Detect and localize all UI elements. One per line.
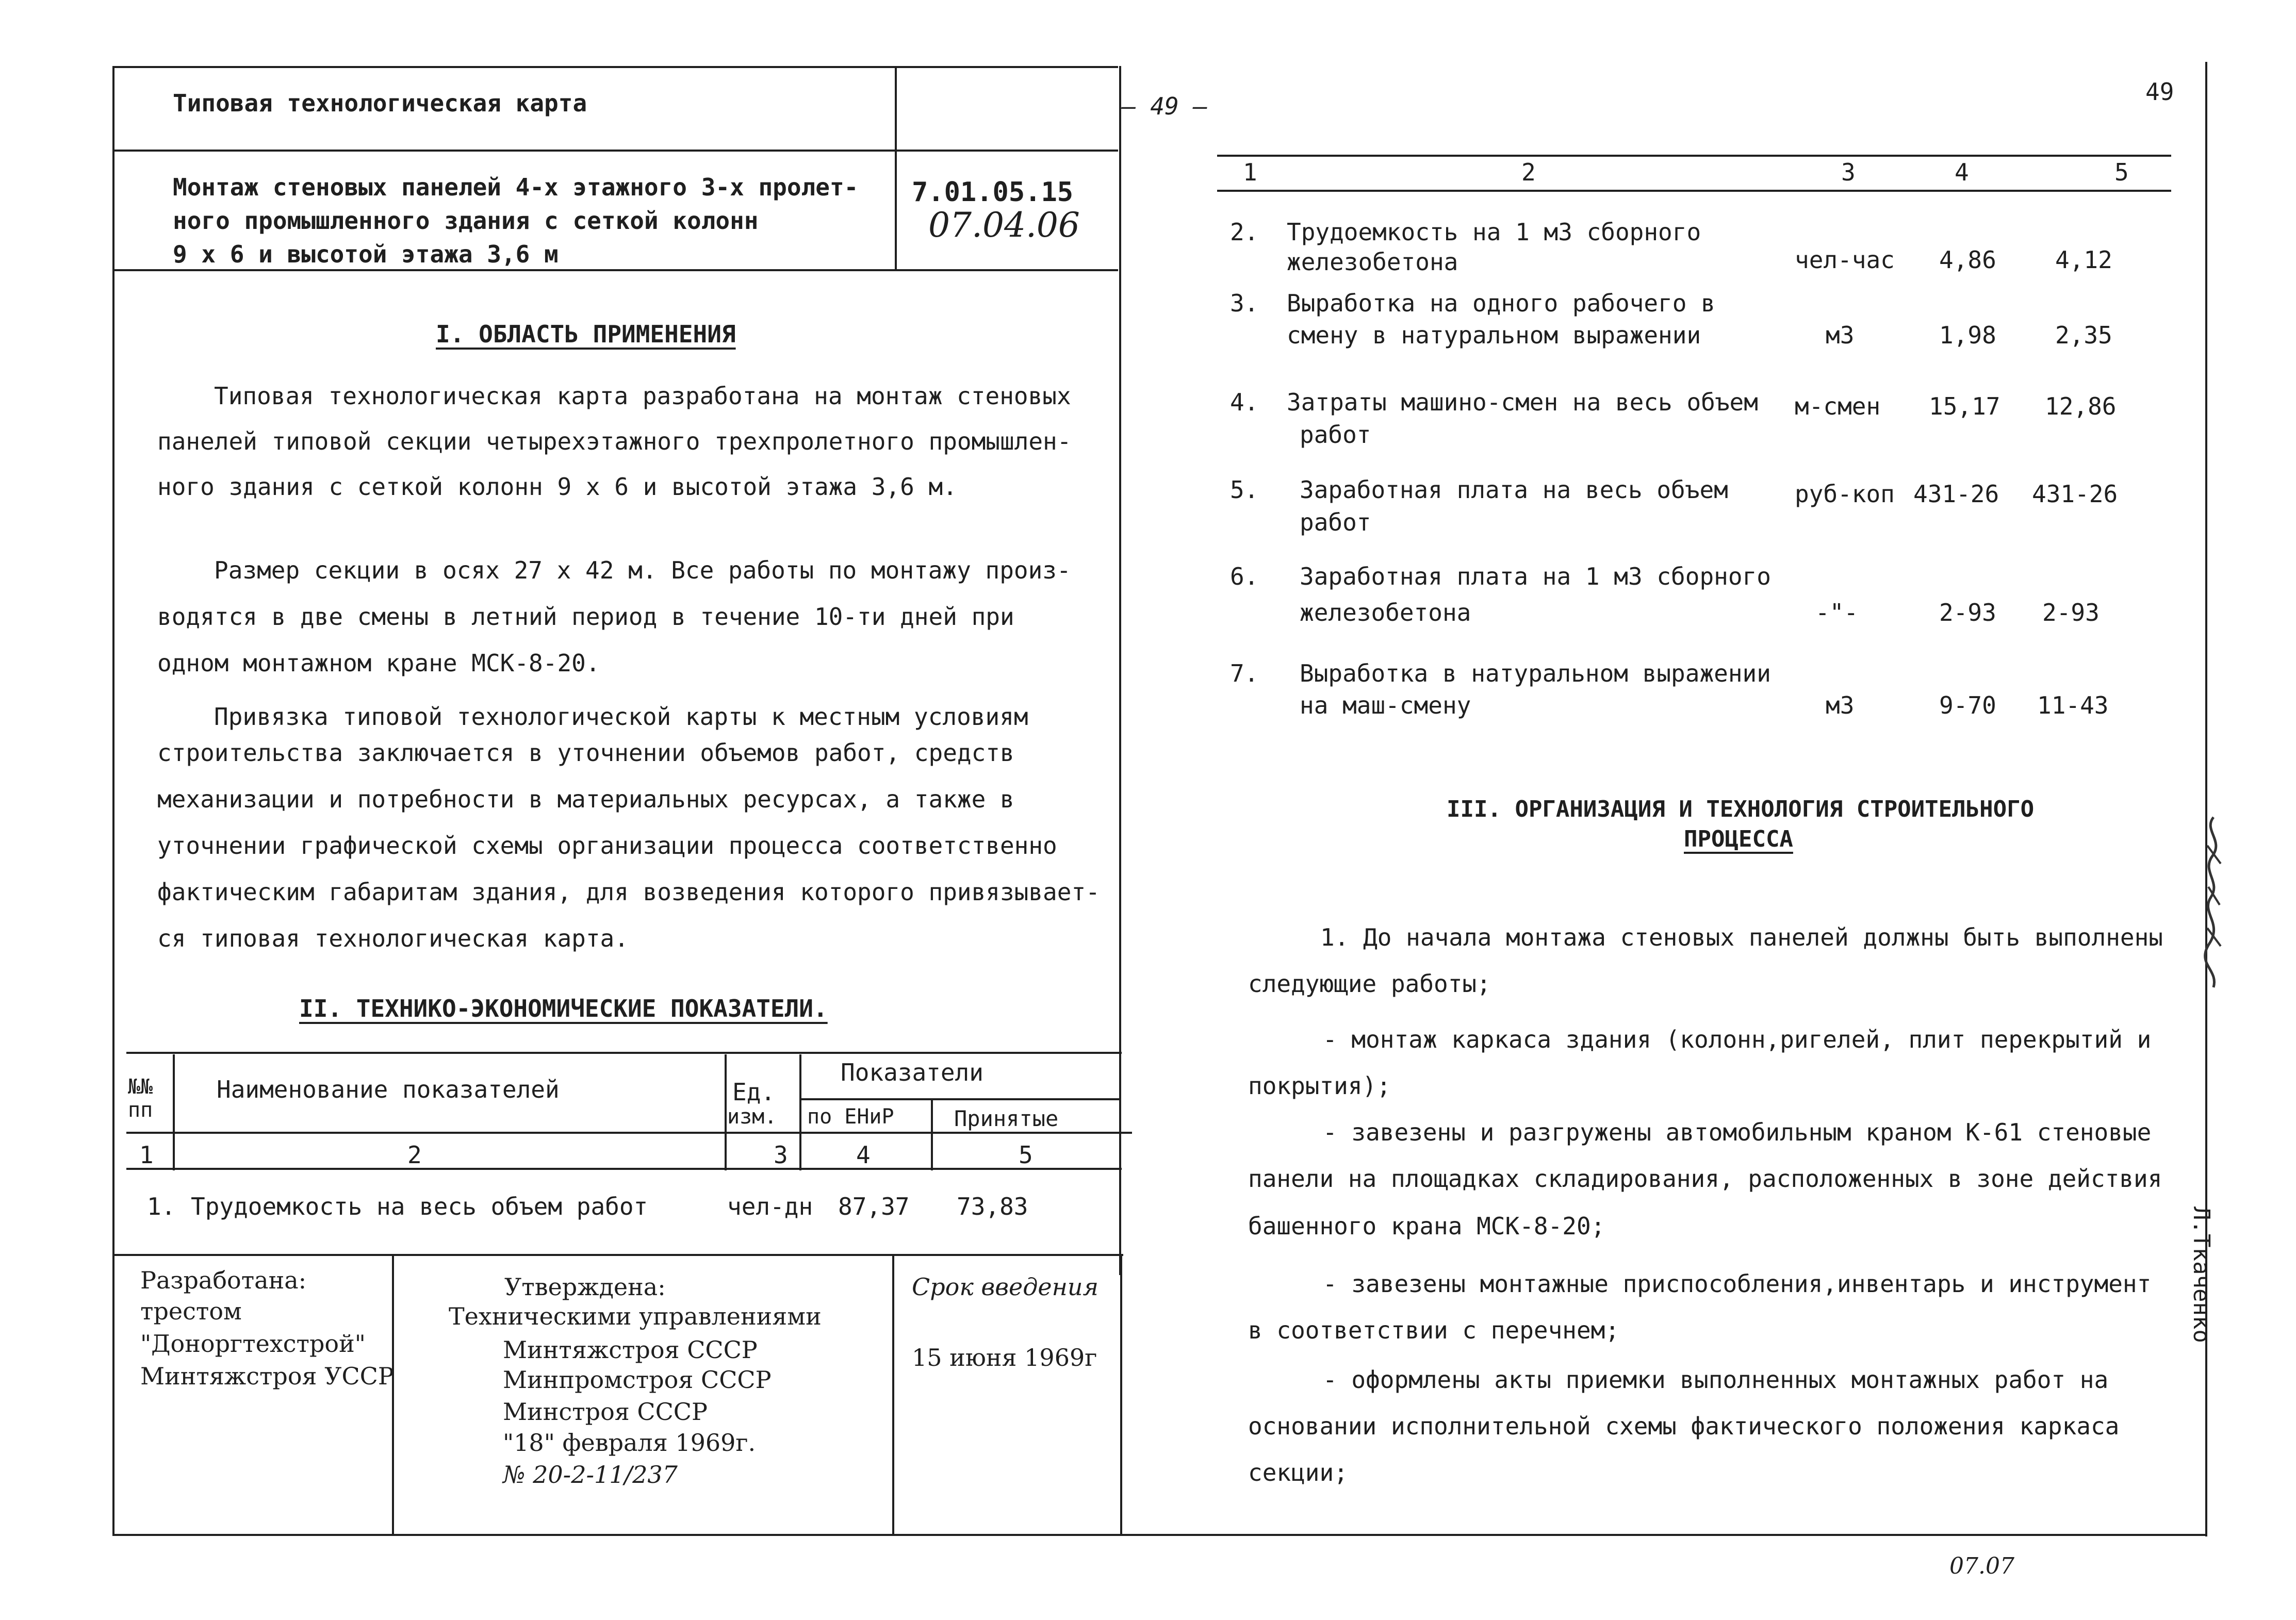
section3-line-9: в соответствии с перечнем; [1248, 1316, 1620, 1344]
frame-bottom [112, 1534, 2206, 1536]
table-header-unit-1: Ед. [732, 1078, 776, 1106]
right-row-3-num: 3. [1230, 289, 1259, 317]
table-row-1-accepted: 73,83 [957, 1193, 1028, 1220]
stamp-divider-2 [892, 1254, 894, 1535]
right-row-6-enir: 2-93 [1939, 599, 1996, 626]
section3-heading-line1: III. ОРГАНИЗАЦИЯ И ТЕХНОЛОГИЯ СТРОИТЕЛЬНОГО [1447, 796, 2035, 822]
right-row-3-accepted: 2,35 [2055, 321, 2112, 349]
stamp-approved-label: Утверждена: [504, 1273, 666, 1301]
header-subject-line-1: Монтаж стеновых панелей 4-х этажного 3-х пролет- [173, 173, 859, 201]
right-row-3-name-1: Выработка на одного рабочего в [1287, 289, 1715, 317]
table-colnum-4: 4 [856, 1141, 871, 1169]
right-row-6-name-2: железобетона [1300, 599, 1471, 626]
right-row-4-name-1: Затраты машино-смен на весь объем [1287, 388, 1758, 416]
right-colnum-4: 4 [1955, 158, 1969, 186]
table-colnum-1: 1 [139, 1141, 154, 1169]
table-colnum-bottom [126, 1168, 1122, 1170]
table-header-name: Наименование показателей [217, 1076, 560, 1103]
right-row-5-unit: руб-коп [1795, 480, 1895, 508]
section1-para2-line2: водятся в две смены в летний период в течение 10-ти дней при [157, 603, 1014, 631]
right-row-2-num: 2. [1230, 218, 1259, 246]
page-number: 49 [2145, 78, 2174, 106]
right-row-7-num: 7. [1230, 659, 1259, 687]
right-row-5-name-1: Заработная плата на весь объем [1300, 476, 1728, 504]
right-colnum-5: 5 [2114, 158, 2129, 186]
right-table-header-bottom [1217, 190, 2171, 192]
top-center-mark: — 49 — [1122, 92, 1208, 120]
header-bottom [112, 269, 1118, 271]
right-row-4-accepted: 12,86 [2045, 392, 2117, 420]
right-row-7-name-2: на маш-смену [1300, 691, 1471, 719]
right-row-7-unit: м3 [1826, 691, 1855, 719]
stamp-approved-line-2: Минтяжстроя СССР [503, 1336, 758, 1364]
header-subject-line-2: ного промышленного здания с сеткой колонн [173, 207, 759, 235]
right-row-2-accepted: 4,12 [2055, 246, 2112, 274]
stamp-top-line [112, 1254, 1123, 1256]
section1-para2-line3: одном монтажном кране МСК-8-20. [157, 649, 600, 677]
table-header-unit-2: изм. [727, 1105, 777, 1129]
section3-line-12: секции; [1248, 1459, 1348, 1486]
stamp-developed-line-2: "Доноргтехстрой" [140, 1330, 366, 1358]
section1-para3-line1: Привязка типовой технологической карты к местным условиям [214, 703, 1028, 731]
section1-para1-line2: панелей типовой секции четырехэтажного трехпролетного промышлен- [157, 427, 1072, 455]
table-header-num-2: пп [128, 1098, 153, 1122]
right-row-7-name-1: Выработка в натуральном выражении [1300, 659, 1771, 687]
right-row-3-enir: 1,98 [1939, 321, 1996, 349]
section3-heading-line2: ПРОЦЕССА [1684, 826, 1793, 852]
right-table-top-line [1217, 155, 2171, 157]
stamp-approved-line-1: Техническими управлениями [449, 1302, 822, 1330]
table-col-sep-1 [173, 1054, 175, 1170]
right-row-7-accepted: 11-43 [2037, 691, 2109, 719]
section3-line-4: покрытия); [1248, 1072, 1391, 1100]
header-divider [112, 150, 1118, 152]
table-row-1-name: Трудоемкость на весь объем работ [191, 1193, 648, 1220]
right-row-4-unit: м-смен [1795, 392, 1881, 420]
table-header-indicators: Показатели [841, 1059, 983, 1086]
bottom-mark: 07.07 [1949, 1553, 2014, 1579]
section3-line-10: - оформлены акты приемки выполненных монтажных работ на [1323, 1366, 2109, 1394]
section3-line-3: - монтаж каркаса здания (колонн,ригелей, плит перекрытий и [1323, 1026, 2152, 1053]
right-row-6-num: 6. [1230, 563, 1259, 590]
table-col-sep-3 [799, 1054, 801, 1170]
section1-para3-line2: строительства заключается в уточнении объемов работ, средств [157, 739, 1014, 767]
section1-para3-line3: механизации и потребности в материальных ресурсах, а также в [157, 785, 1014, 813]
stamp-right [1120, 1254, 1122, 1535]
section1-para3-line5: фактическим габаритам здания, для возведения которого привязывает- [157, 878, 1100, 906]
header-code-divider [895, 66, 897, 270]
right-row-2-name-1: Трудоемкость на 1 м3 сборного [1287, 218, 1701, 246]
stamp-developed-line-1: трестом [140, 1297, 242, 1325]
right-row-5-accepted: 431-26 [2032, 480, 2118, 508]
stamp-approved-line-4: Минстроя СССР [503, 1398, 708, 1426]
frame-left [112, 66, 114, 1535]
right-row-4-enir: 15,17 [1929, 392, 2000, 420]
section3-line-5: - завезены и разгружены автомобильным краном К-61 стеновые [1323, 1118, 2152, 1146]
document-code-handwritten: 07.04.06 [928, 205, 1080, 245]
stamp-developed-label: Разработана: [140, 1266, 307, 1294]
section3-line-11: основании исполнительной схемы фактического положения каркаса [1248, 1412, 2120, 1440]
right-row-3-name-2: смену в натуральном выражении [1287, 321, 1701, 349]
document-code: 7.01.05.15 [912, 177, 1074, 208]
table-colnum-2: 2 [407, 1141, 422, 1169]
right-row-6-unit: -"- [1815, 599, 1859, 626]
stamp-date-value: 15 июня 1969г [912, 1344, 1097, 1371]
table-col-sep-2 [725, 1054, 727, 1170]
table-header-num-1: №№ [128, 1075, 153, 1099]
table-colnum-3: 3 [774, 1141, 788, 1169]
frame-top-left [112, 66, 1118, 68]
margin-name: Л.Ткаченко [2188, 1206, 2215, 1343]
table-subheader-line [799, 1098, 1119, 1100]
right-row-4-num: 4. [1230, 388, 1259, 416]
frame-middle [1119, 66, 1121, 1275]
right-row-3-unit: м3 [1826, 321, 1855, 349]
stamp-developed-line-3: Минтяжстроя УССР [140, 1362, 394, 1390]
section1-para2-line1: Размер секции в осях 27 х 42 м. Все работы по монтажу произ- [214, 556, 1071, 584]
stamp-approved-line-5: "18" февраля 1969г. [503, 1429, 756, 1457]
right-row-2-unit: чел-час [1795, 246, 1895, 274]
section1-para1-line1: Типовая технологическая карта разработана на монтаж стеновых [214, 382, 1071, 410]
right-row-5-name-2: работ [1300, 508, 1371, 536]
right-row-5-enir: 431-26 [1913, 480, 1999, 508]
section1-para3-line6: ся типовая технологическая карта. [157, 924, 629, 952]
section2-heading: II. ТЕХНИКО-ЭКОНОМИЧЕСКИЕ ПОКАЗАТЕЛИ. [299, 995, 828, 1022]
table-row-1-enir: 87,37 [838, 1193, 910, 1220]
right-row-5-num: 5. [1230, 476, 1259, 504]
table-header-accepted: Принятые [954, 1106, 1059, 1131]
right-row-6-name-1: Заработная плата на 1 м3 сборного [1300, 563, 1771, 590]
table-top-line [126, 1052, 1122, 1054]
section3-line-6: панели на площадках складирования, расположенных в зоне действия [1248, 1165, 2162, 1193]
section1-para1-line3: ного здания с сеткой колонн 9 х 6 и высотой этажа 3,6 м. [157, 473, 957, 501]
table-header-by-enir: по ЕНиР [807, 1105, 894, 1129]
stamp-approved-line-6: № 20-2-11/237 [503, 1461, 678, 1489]
section3-line-1: 1. До начала монтажа стеновых панелей должны быть выполнены [1320, 923, 2163, 951]
table-row-1-num: 1. [147, 1193, 176, 1220]
table-colnum-5: 5 [1019, 1141, 1033, 1169]
right-row-7-enir: 9-70 [1939, 691, 1996, 719]
stamp-approved-line-3: Минпромстроя СССР [503, 1366, 772, 1394]
right-row-4-name-2: работ [1300, 421, 1371, 449]
right-row-2-name-2: железобетона [1287, 248, 1458, 276]
right-row-2-enir: 4,86 [1939, 246, 1996, 274]
section3-line-7: башенного крана МСК-8-20; [1248, 1212, 1605, 1240]
section1-heading: I. ОБЛАСТЬ ПРИМЕНЕНИЯ [436, 320, 736, 348]
table-col-sep-4 [931, 1098, 933, 1170]
table-row-1-unit: чел-дн [727, 1193, 813, 1220]
header-subject-line-3: 9 х 6 и высотой этажа 3,6 м [173, 240, 559, 268]
stamp-divider-1 [392, 1254, 394, 1535]
right-colnum-1: 1 [1243, 158, 1257, 186]
header-title: Типовая технологическая карта [173, 89, 587, 117]
right-colnum-3: 3 [1841, 158, 1856, 186]
section3-line-8: - завезены монтажные приспособления,инвентарь и инструмент [1323, 1270, 2152, 1298]
right-row-6-accepted: 2-93 [2042, 599, 2100, 626]
margin-signature [2198, 815, 2229, 990]
section1-para3-line4: уточнении графической схемы организации процесса соответственно [157, 832, 1057, 859]
right-colnum-2: 2 [1521, 158, 1536, 186]
stamp-date-label: Срок введения [912, 1273, 1098, 1301]
section3-line-2: следующие работы; [1248, 970, 1491, 998]
